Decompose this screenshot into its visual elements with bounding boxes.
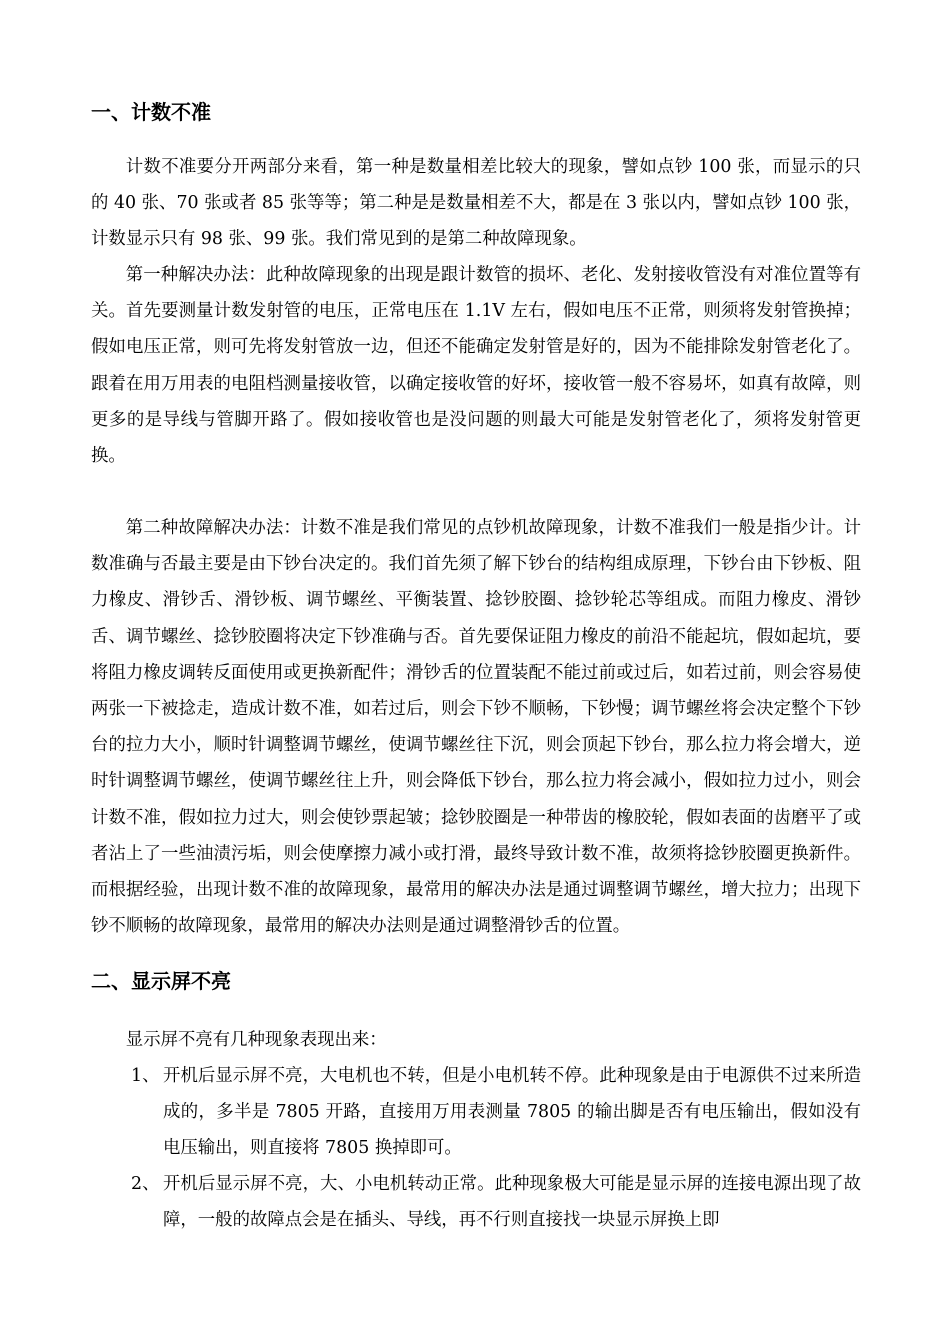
paragraph-display-intro: 显示屏不亮有几种现象表现出来： bbox=[125, 1030, 387, 1050]
list-marker: 2、 bbox=[131, 1174, 160, 1194]
paragraph-second-solution: 第二种故障解决办法：计数不准是我们常见的点钞机故障现象，计数不准我们一般是指少计。计数准确与否最主要是由下钞台决定的。我们首先须了解下钞台的结构组成原理，下钞台由下钞板、阻力橡皮、滑钞舌、滑钞板、调节螺丝、平衡装置、捻钞胶圈、捻钞轮芯等组成。而阻力橡皮、滑钞舌、调节螺丝、捻钞胶圈将决定下钞准确与否。首先要保证阻力橡皮的前沿不能起坑，假如起坑，要将阻力橡皮调转反面使用或更换新配件；滑钞舌的位置装配不能过前或过后，如若过前，则会容易使两张一下被捻走，造成计数不准，如若过后，则会下钞不顺畅，下钞慢；调节螺丝将会决定整个下钞台的拉力大小，顺时针调整调节螺丝，使调节螺丝往下沉，则会顶起下钞台，那么拉力将会增大，逆时针调整调节螺丝，使调节螺丝往上升，则会降低下钞台，那么拉力将会减小，假如拉力过小，则会计数不准，假如拉力过大，则会使钞票起皱；捻钞胶圈是一种带齿的橡胶轮，假如表面的齿磨平了或者沾上了一些油渍污垢，则会使摩擦力减小或打滑，最终导致计数不准，故须将捻钞胶圈更换新件。而根据经验，出现计数不准的故障现象，最常用的解决办法是通过调整调节螺丝，增大拉力；出现下钞不顺畅的故障现象，最常用的解决办法则是通过调整滑钞舌的位置。 bbox=[91, 518, 861, 937]
paragraph-first-solution: 第一种解决办法：此种故障现象的出现是跟计数管的损坏、老化、发射接收管没有对准位置等有关。首先要测量计数发射管的电压，正常电压在 1.1V 左右，假如电压不正常，则须将发射管换掉；假如电压正常，则可先将发射管放一边，但还不能确定发射管是好的，因为不能排除发射管老化了。跟着在用万用表的电阻档测量接收管，以确定接收管的好坏，接收管一般不容易坏，如真有故障，则更多的是导线与管脚开路了。假如接收管也是没问题的则最大可能是发射管老化了，须将发射管更换。 bbox=[91, 265, 861, 467]
list-item bbox=[91, 1166, 861, 1238]
section-heading-counting-inaccurate: 一、计数不准 bbox=[91, 100, 211, 124]
list-item-text: 开机后显示屏不亮，大、小电机转动正常。此种现象极大可能是显示屏的连接电源出现了故障，一般的故障点会是在插头、导线，再不行则直接找一块显示屏换上即 bbox=[163, 1174, 861, 1231]
list-item-text: 开机后显示屏不亮，大电机也不转，但是小电机转不停。此种现象是由于电源供不过来所造成的，多半是 7805 开路，直接用万用表测量 7805 的输出脚是否有电压输出，假如没有电压输出，则直接将 7805 换掉即可。 bbox=[163, 1066, 861, 1159]
list-marker: 1、 bbox=[131, 1066, 160, 1086]
list-item bbox=[91, 1058, 861, 1167]
paragraph-counting-overview: 计数不准要分开两部分来看，第一种是数量相差比较大的现象，譬如点钞 100 张，而显示的只的 40 张、70 张或者 85 张等等；第二种是是数量相差不大，都是在 3 张以内，譬如点钞 100 张，计数显示只有 98 张、99 张。我们常见到的是第二种故障现象。 bbox=[91, 157, 861, 250]
section-heading-display-not-lit: 二、显示屏不亮 bbox=[91, 969, 231, 993]
